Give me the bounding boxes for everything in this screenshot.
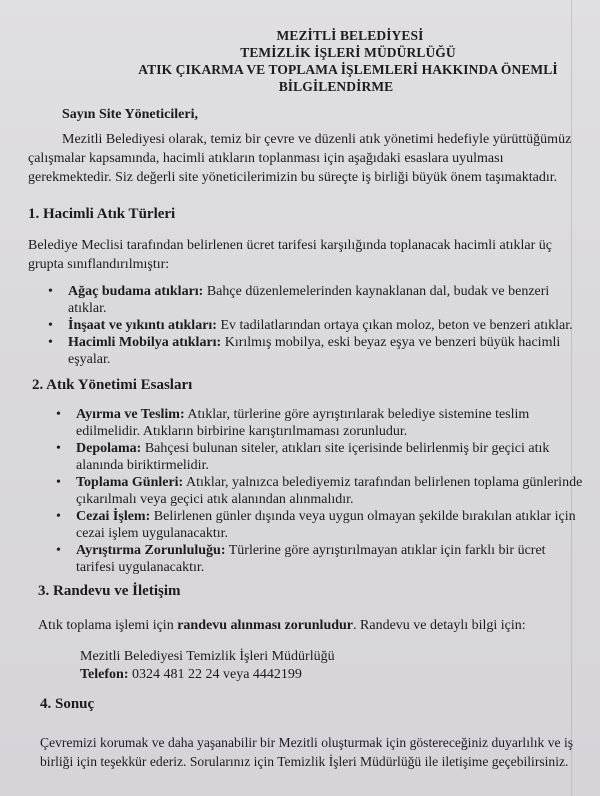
phone-value: 0324 481 22 24 veya 4442199 xyxy=(128,667,302,682)
list-item xyxy=(56,406,586,440)
item-text-cont: tarifesi uygulanacaktır. xyxy=(76,560,205,575)
item-label: Ayırma ve Teslim: xyxy=(76,407,185,422)
intro-paragraph xyxy=(28,130,576,187)
item-text: Atıklar, yalnızca belediyemiz tarafından belirlenen toplama günlerinde xyxy=(183,475,583,490)
item-text-cont: edilmelidir. Atıkların birbirine karıştırılmaması zorunludur. xyxy=(76,424,408,439)
item-text: Atıklar, türlerine göre ayrıştırılarak belediye sistemine teslim xyxy=(184,407,530,422)
bullet-icon: • xyxy=(48,318,53,333)
list-item xyxy=(48,334,578,368)
bullet-icon: • xyxy=(48,335,53,350)
contact-organization: Mezitli Belediyesi Temizlik İşleri Müdürlüğü xyxy=(80,649,335,664)
item-label: İnşaat ve yıkıntı atıkları: xyxy=(68,318,217,333)
item-label: Depolama: xyxy=(76,441,142,456)
salutation: Sayın Site Yöneticileri, xyxy=(62,107,198,122)
intro-line: Mezitli Belediyesi olarak, temiz bir çevre ve düzenli atık yönetimi hedefiyle yürüttüğümüz xyxy=(62,132,572,147)
list-item xyxy=(56,440,586,474)
list-item xyxy=(48,317,578,334)
header-subject: ATIK ÇIKARMA VE TOPLAMA İŞLEMLERİ HAKKINDA ÖNEMLİ xyxy=(138,62,558,77)
intro-line: gerekmektedir. Siz değerli site yöneticilerimizin bu süreçte iş birliği büyük önem taşımaktadır. xyxy=(28,170,558,185)
item-text-cont: eşyalar. xyxy=(68,352,111,367)
management-rules-list xyxy=(56,406,586,576)
item-label: Toplama Günleri: xyxy=(76,475,184,490)
item-text-cont: atıklar. xyxy=(68,301,107,316)
contact-phone xyxy=(80,666,335,684)
waste-types-list xyxy=(48,283,578,368)
contact-block xyxy=(80,648,335,684)
paragraph-line: grupta sınıflandırılmıştır: xyxy=(28,257,170,272)
list-item xyxy=(56,474,586,508)
phone-label: Telefon: xyxy=(80,667,129,682)
header-department: TEMİZLİK İŞLERİ MÜDÜRLÜĞÜ xyxy=(240,45,456,60)
item-text: Kırılmış mobilya, eski beyaz eşya ve benzeri büyük hacimli xyxy=(221,335,561,350)
item-text: Bahçe düzenlemelerinden kaynaklanan dal, budak ve benzeri xyxy=(203,284,550,299)
item-label: Ağaç budama atıkları: xyxy=(68,284,204,299)
item-text: Bahçesi bulunan siteler, atıkları site içerisinde belirlenmiş bir geçici atık xyxy=(141,441,550,456)
paragraph-line: birliği için teşekkür ederiz. Sorularınız için Temizlik İşleri Müdürlüğü ile iletişime geçebilirsiniz. xyxy=(40,754,569,769)
item-label: Hacimli Mobilya atıkları: xyxy=(68,335,222,350)
list-item xyxy=(56,542,586,576)
item-text-cont: alanında biriktirmelidir. xyxy=(76,458,209,473)
paragraph-text: Atık toplama işlemi için xyxy=(38,618,178,633)
section-1-paragraph xyxy=(28,236,576,274)
bullet-icon: • xyxy=(56,509,61,524)
item-text-cont: cezai işlem uygulanacaktır. xyxy=(76,526,228,541)
bullet-icon: • xyxy=(56,475,61,490)
section-3-paragraph xyxy=(38,616,578,635)
paragraph-line: Belediye Meclisi tarafından belirlenen ücret tarifesi karşılığında toplanacak hacimli atıklar üç xyxy=(28,238,553,253)
paragraph-line: Çevremizi korumak ve daha yaşanabilir bir Mezitli oluşturmak için göstereceğiniz duyarlılık ve iş xyxy=(40,735,574,750)
document-header xyxy=(0,27,600,95)
section-2-title: 2. Atık Yönetimi Esasları xyxy=(32,377,193,393)
bullet-icon: • xyxy=(56,543,61,558)
paragraph-emphasis: randevu alınması zorunludur xyxy=(177,618,354,633)
section-4-paragraph xyxy=(40,733,600,771)
item-label: Ayrıştırma Zorunluluğu: xyxy=(76,543,226,558)
section-1-title: 1. Hacimli Atık Türleri xyxy=(28,206,176,222)
section-3-title: 3. Randevu ve İletişim xyxy=(38,583,181,599)
header-subject-cont: BİLGİLENDİRME xyxy=(278,79,394,94)
bullet-icon: • xyxy=(56,407,61,422)
item-label: Cezai İşlem: xyxy=(76,509,151,524)
paragraph-text: . Randevu ve detaylı bilgi için: xyxy=(353,618,526,633)
section-4-title: 4. Sonuç xyxy=(40,696,95,712)
header-municipality: MEZİTLİ BELEDİYESİ xyxy=(276,28,424,43)
paper-fold-line xyxy=(571,0,572,796)
item-text: Ev tadilatlarından ortaya çıkan moloz, beton ve benzeri atıklar. xyxy=(216,318,573,333)
bullet-icon: • xyxy=(48,284,53,299)
intro-line: çalışmalar kapsamında, hacimli atıkların toplanması için aşağıdaki esaslara uyulması xyxy=(28,151,504,166)
list-item xyxy=(48,283,578,317)
item-text-cont: çıkarılmalı veya geçici atık alanından alınmalıdır. xyxy=(76,492,354,507)
item-text: Belirlenen günler dışında veya uygun olmayan şekilde bırakılan atıklar için xyxy=(150,509,576,524)
list-item xyxy=(56,508,586,542)
bullet-icon: • xyxy=(56,441,61,456)
item-text: Türlerine göre ayrıştırılmayan atıklar için farklı bir ücret xyxy=(225,543,546,558)
